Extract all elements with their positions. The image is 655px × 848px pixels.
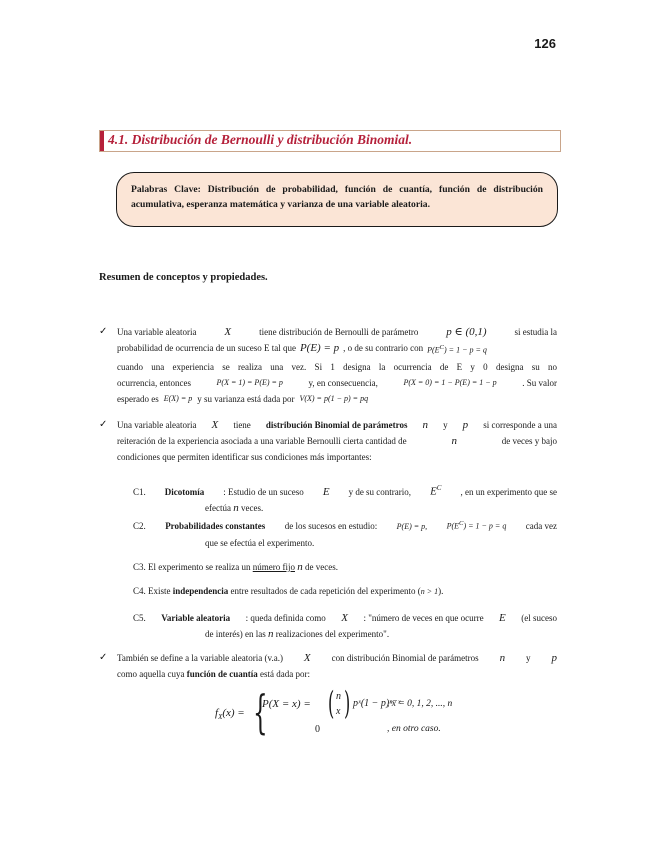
math-p: p [462, 419, 469, 431]
math-param: p ∈ (0,1) [446, 326, 487, 338]
text: probabilidad de ocurrencia de un suceso E tal que [117, 343, 296, 353]
text: y, en consecuencia, [308, 377, 378, 388]
keywords-label: Palabras Clave: [131, 184, 201, 195]
bold-term: función de cuantía [186, 669, 258, 679]
text: de interés) en las [205, 629, 266, 639]
math-EX: E(X) = p [163, 393, 193, 403]
text: reiteración de la experiencia asociada a una variable Bernoulli cierta cantidad de [117, 436, 407, 446]
section-accent-bar [100, 131, 104, 151]
cond-num: C5. [133, 613, 146, 623]
math-X: X [224, 326, 232, 338]
checkmark-icon: ✓ [99, 652, 108, 663]
text: y de su contrario, [348, 486, 412, 497]
math-n-gt-1: n > 1 [420, 587, 439, 596]
section-header [99, 130, 561, 152]
line [117, 375, 557, 391]
text: tiene [233, 420, 251, 430]
text: tiene distribución de Bernoulli de parámetro [259, 327, 419, 337]
line [133, 480, 557, 500]
section-title: 4.1. Distribución de Bernoulli y distribución Binomial. [108, 132, 413, 147]
math-X: X [211, 419, 219, 431]
text: de veces y bajo [501, 436, 557, 446]
line [117, 324, 557, 340]
line [117, 666, 557, 682]
text: Una variable aleatoria [117, 327, 197, 337]
binomial-coefficient [328, 684, 351, 724]
math-X: X [303, 652, 311, 664]
binom-top: n [336, 691, 341, 702]
line: que se efectúa el experimento. [205, 537, 315, 548]
binom-bottom: x [336, 706, 341, 717]
text: (el suceso [521, 613, 557, 623]
text: Existe [148, 586, 171, 596]
math-PEc: $P(E^C) = 1 - p = q$ [446, 520, 507, 531]
bold-term: Dicotomía [164, 486, 205, 497]
text: esperado es [117, 393, 159, 404]
math-PE: P(E) = p [299, 342, 340, 354]
left-paren-icon: ( [328, 684, 335, 722]
line: cuando una experiencia se realiza una vez. Si 1 designa la ocurrencia de E y 0 designa su no [117, 361, 557, 372]
checkmark-icon: ✓ [99, 419, 108, 430]
text: . Su valor [522, 377, 557, 388]
condition-c4 [133, 583, 557, 600]
line [133, 516, 557, 535]
math-PX1: P(X = 1) = P(E) = p [216, 377, 283, 387]
keywords-text: Distribución de probabilidad, función de cuantía, función de distribución acumulativa, esperanza matemática y varianza de una variable aleatoria. [131, 184, 543, 210]
math-n: n [499, 652, 506, 664]
text: de veces. [304, 562, 338, 572]
page-number: 126 [534, 36, 556, 51]
text: veces. [240, 502, 264, 513]
text: : Estudio de un suceso [223, 486, 304, 497]
bullet-bernoulli [117, 324, 557, 407]
text: ocurrencia, entonces [117, 377, 191, 388]
math-n: n [233, 501, 239, 514]
text: como aquella cuya [117, 669, 185, 679]
cond-num: C1. [133, 486, 146, 497]
math-E: E [499, 612, 506, 624]
text: También se define a la variable aleatoria (v.a.) [117, 653, 283, 663]
text: cada vez [525, 520, 557, 531]
case1-lhs: P(X = x) = [262, 698, 311, 710]
line: condiciones que permiten identificar sus condiciones más importantes: [117, 452, 372, 462]
line [117, 417, 557, 433]
text: , en un experimento que se [460, 486, 557, 497]
bold-term: distribución Binomial de parámetros [265, 420, 408, 430]
text: realizaciones del experimento". [275, 629, 390, 639]
case1-power-term: pˣ(1 − p)ⁿ⁻ˣ [353, 698, 401, 709]
text: Una variable aleatoria [117, 420, 197, 430]
case2-value: 0 [315, 724, 320, 735]
math-n: n [267, 628, 274, 640]
text: entre resultados de cada repetición del experimento ( [230, 586, 421, 596]
cond-num: C3. [133, 562, 146, 572]
text: y [526, 653, 531, 663]
text: si estudia la [514, 327, 557, 337]
math-n: n [451, 435, 457, 447]
math-Ec: $E^C$ [430, 484, 442, 498]
text: si corresponde a una [483, 420, 557, 430]
line [117, 650, 557, 666]
condition-c5 [133, 610, 557, 642]
text: : queda definida como [245, 613, 326, 623]
math-n: n [297, 561, 303, 573]
line [133, 500, 557, 516]
math-PX0: P(X = 0) = 1 − P(E) = 1 − p [403, 377, 497, 387]
condition-c1 [133, 480, 557, 516]
pmf-formula [215, 684, 505, 742]
bullet-cuantia [117, 650, 557, 682]
line [133, 610, 557, 626]
math-E: E [322, 485, 330, 498]
summary-heading: Resumen de conceptos y propiedades. [99, 272, 268, 283]
math-X: X [341, 612, 348, 624]
underlined-term: número fijo [252, 562, 295, 572]
cond-num: C4. [133, 586, 146, 596]
text: y su varianza está dada por [197, 393, 295, 404]
line [117, 433, 557, 449]
text: efectúa [205, 502, 231, 513]
bold-term: independencia [172, 586, 229, 596]
text: de los sucesos en estudio: [284, 520, 378, 531]
case2-domain: , en otro caso. [387, 724, 441, 734]
condition-c2 [133, 516, 557, 551]
right-paren-icon: ) [344, 684, 351, 722]
math-n: n [422, 419, 429, 431]
cond-num: C2. [133, 520, 146, 531]
text: y [443, 420, 448, 430]
text: con distribución Binomial de parámetros [331, 653, 479, 663]
math-VX: V(X) = p(1 − p) = pq [299, 393, 369, 403]
checkmark-icon: ✓ [99, 326, 108, 337]
line [117, 340, 557, 359]
math-PEc: $P(E^C) = 1 - p = q$ [427, 344, 487, 355]
bold-term: Probabilidades constantes [165, 520, 266, 531]
bullet-binomial [117, 417, 557, 465]
text: El experimento se realiza un [148, 562, 251, 572]
line [117, 391, 557, 407]
bold-term: Variable aleatoria [161, 613, 231, 623]
condition-c3 [133, 559, 557, 575]
text: está dada por: [260, 669, 310, 679]
math-pe: P(E) = p, [396, 521, 428, 531]
text: ). [438, 586, 444, 596]
text: : "número de veces en que ocurre [363, 613, 484, 623]
case1-domain: , x = 0, 1, 2, ..., n [387, 699, 453, 709]
fx-label: $f_X(x)$ = [215, 707, 245, 722]
text: , o de su contrario con [343, 343, 424, 353]
math-p: p [551, 652, 557, 664]
keywords-box [116, 172, 558, 227]
line [133, 626, 557, 642]
left-brace-icon: { [253, 685, 268, 739]
